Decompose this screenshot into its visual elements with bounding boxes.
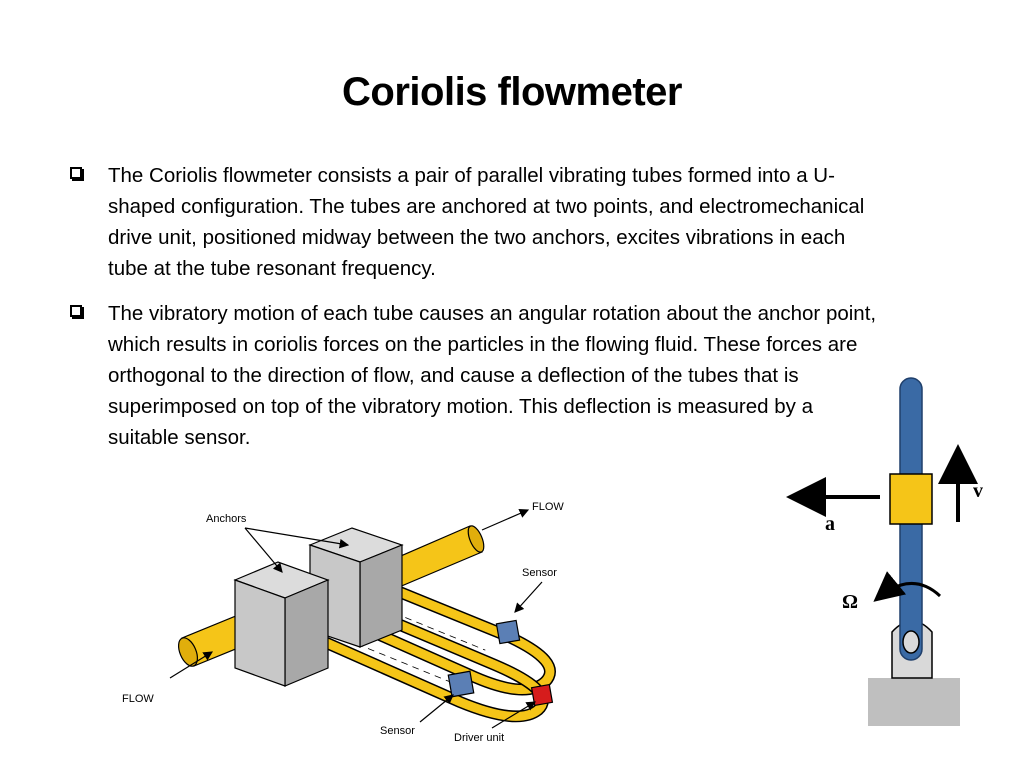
bullet-text: The Coriolis flowmeter consists a pair of parallel vibrating tubes formed into a U-shaped configuration. The tubes are anchored at two points, and electromechanical drive unit, positioned midway between the two anchors, excites vibrations in each tube at the tube resonant frequency.: [108, 164, 865, 280]
bullet-item: [70, 160, 880, 284]
anchor-block-front: [235, 562, 328, 686]
label-flow-in: FLOW: [122, 693, 154, 705]
checkbox-bullet-icon: [70, 305, 82, 317]
label-flow-out: FLOW: [532, 501, 564, 513]
label-velocity: v: [973, 480, 983, 502]
rotation-diagram: [770, 370, 1000, 735]
label-sensor-bottom: Sensor: [380, 725, 415, 737]
label-acceleration: a: [825, 513, 835, 535]
base-block: [868, 678, 960, 726]
sensor-top: [496, 620, 519, 643]
label-driver-unit: Driver unit: [454, 732, 505, 744]
slider-block: [890, 474, 932, 524]
slide-title: Coriolis flowmeter: [342, 70, 682, 114]
sensor-bottom: [448, 671, 473, 696]
bullet-text: The vibratory motion of each tube causes an angular rotation about the anchor point, which results in coriolis forces on the particles in the flowing fluid. These forces are orthogonal to the direction of flow, and cause a deflection of the tubes that is superimposed on top of the vibratory motion. This deflection is measured by a suitable sensor.: [108, 302, 877, 449]
label-sensor-top: Sensor: [522, 567, 557, 579]
label-anchors: Anchors: [206, 513, 247, 525]
label-angular-velocity: Ω: [842, 591, 859, 613]
bullet-list: [70, 160, 880, 467]
flowmeter-diagram: [110, 490, 580, 750]
checkbox-bullet-icon: [70, 167, 82, 179]
bullet-item: [70, 298, 880, 453]
